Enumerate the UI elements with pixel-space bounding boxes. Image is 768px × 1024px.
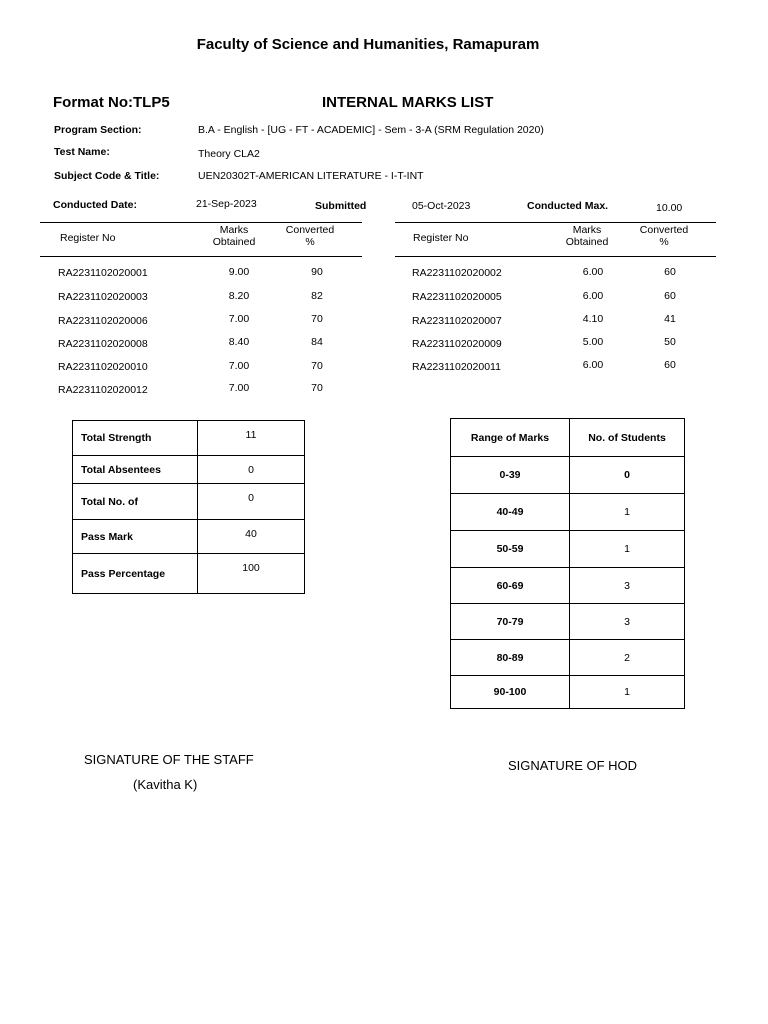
right-marks-header: [557, 224, 617, 248]
summary-label: Total Strength: [73, 421, 198, 456]
left-marks-header-line1: Marks: [219, 224, 249, 236]
summary-row-total-strength: [73, 421, 305, 456]
left-row-5-register: RA2231102020010: [58, 361, 148, 373]
range-row: [451, 568, 685, 604]
range-of-marks-table: [450, 418, 685, 709]
left-row-2-register: RA2231102020003: [58, 291, 148, 303]
faculty-heading: Faculty of Science and Humanities, Ramapuram: [196, 36, 540, 53]
range-count: 3: [570, 604, 685, 640]
left-row-1-register: RA2231102020001: [58, 267, 148, 279]
left-row-3-converted: 70: [311, 313, 323, 325]
left-row-4-converted: 84: [311, 336, 323, 348]
left-row-5-marks: 7.00: [228, 360, 250, 372]
left-row-2-marks: 8.20: [228, 290, 250, 302]
right-row-2-converted: 60: [664, 290, 676, 302]
left-converted-header-line2: %: [305, 236, 315, 248]
left-row-6-converted: 70: [311, 382, 323, 394]
summary-row-pass-percentage: [73, 554, 305, 594]
range-count: 1: [570, 494, 685, 531]
range-label: 0-39: [451, 457, 570, 494]
staff-name: (Kavitha K): [133, 777, 198, 792]
right-converted-header: [634, 224, 694, 248]
conducted-max-label: Conducted Max.: [527, 200, 609, 212]
left-row-1-marks: 9.00: [228, 266, 250, 278]
left-converted-header: [280, 224, 340, 248]
left-marks-header: [204, 224, 264, 248]
range-count: 0: [570, 457, 685, 494]
summary-row-pass-mark: [73, 520, 305, 554]
range-row: [451, 676, 685, 709]
hod-signature-label: SIGNATURE OF HOD: [508, 758, 638, 773]
right-row-4-register: RA2231102020009: [412, 338, 502, 350]
range-row: [451, 640, 685, 676]
left-marks-header-line2: Obtained: [212, 236, 256, 248]
format-number: Format No:TLP5: [53, 94, 170, 111]
left-row-1-converted: 90: [311, 266, 323, 278]
right-row-3-marks: 4.10: [582, 313, 604, 325]
summary-value: 40: [198, 520, 305, 554]
right-register-header: Register No: [413, 232, 469, 244]
students-count-header: No. of Students: [570, 419, 685, 457]
summary-label: Pass Mark: [73, 520, 198, 554]
left-row-2-converted: 82: [311, 290, 323, 302]
right-row-3-register: RA2231102020007: [412, 315, 502, 327]
range-row: [451, 604, 685, 640]
summary-label: Total Absentees: [73, 456, 198, 484]
range-label: 80-89: [451, 640, 570, 676]
test-name-value: Theory CLA2: [198, 148, 260, 160]
program-section-value: B.A - English - [UG - FT - ACADEMIC] - Sem - 3-A (SRM Regulation 2020): [198, 124, 544, 136]
range-row: [451, 531, 685, 568]
left-row-3-register: RA2231102020006: [58, 315, 148, 327]
right-marks-header-line2: Obtained: [565, 236, 609, 248]
right-table-header-rule: [395, 256, 716, 257]
right-marks-header-line1: Marks: [572, 224, 602, 236]
conducted-date-label: Conducted Date:: [53, 199, 137, 211]
page-title: INTERNAL MARKS LIST: [322, 94, 494, 111]
left-row-6-register: RA2231102020012: [58, 384, 148, 396]
right-row-4-converted: 50: [664, 336, 676, 348]
submitted-date-value: 05-Oct-2023: [412, 200, 471, 212]
range-table-header: [451, 419, 685, 457]
left-row-5-converted: 70: [311, 360, 323, 372]
right-row-3-converted: 41: [664, 313, 676, 325]
right-table-top-rule: [395, 222, 716, 223]
conducted-date-value: 21-Sep-2023: [196, 198, 257, 210]
range-row: [451, 457, 685, 494]
range-count: 1: [570, 531, 685, 568]
left-row-4-marks: 8.40: [228, 336, 250, 348]
summary-row-total-absentees: [73, 456, 305, 484]
range-label: 70-79: [451, 604, 570, 640]
left-table-header-rule: [40, 256, 362, 257]
right-row-5-converted: 60: [664, 359, 676, 371]
program-section-label: Program Section:: [54, 124, 142, 136]
left-row-4-register: RA2231102020008: [58, 338, 148, 350]
test-name-label: Test Name:: [54, 146, 110, 158]
summary-label: Pass Percentage: [73, 554, 198, 594]
summary-row-total-no-of: [73, 484, 305, 520]
right-converted-header-line1: Converted: [639, 224, 689, 236]
conducted-max-value: 10.00: [656, 202, 683, 214]
range-label: 50-59: [451, 531, 570, 568]
right-row-4-marks: 5.00: [582, 336, 604, 348]
subject-value: UEN20302T-AMERICAN LITERATURE - I-T-INT: [198, 170, 424, 182]
subject-label: Subject Code & Title:: [54, 170, 160, 182]
summary-value: 100: [198, 554, 305, 594]
range-count: 1: [570, 676, 685, 709]
right-row-5-marks: 6.00: [582, 359, 604, 371]
summary-value: 11: [198, 421, 305, 456]
summary-table: [72, 420, 305, 594]
summary-value: 0: [198, 456, 305, 484]
left-row-6-marks: 7.00: [228, 382, 250, 394]
range-label: 90-100: [451, 676, 570, 709]
right-row-5-register: RA2231102020011: [412, 361, 501, 373]
range-count: 2: [570, 640, 685, 676]
right-converted-header-line2: %: [659, 236, 669, 248]
staff-signature-label: SIGNATURE OF THE STAFF: [84, 752, 254, 767]
left-converted-header-line1: Converted: [285, 224, 335, 236]
right-row-2-marks: 6.00: [582, 290, 604, 302]
submitted-label: Submitted: [315, 200, 367, 212]
left-row-3-marks: 7.00: [228, 313, 250, 325]
summary-label: Total No. of: [73, 484, 198, 520]
right-row-1-converted: 60: [664, 266, 676, 278]
range-count: 3: [570, 568, 685, 604]
left-table-top-rule: [40, 222, 362, 223]
right-row-1-register: RA2231102020002: [412, 267, 502, 279]
range-row: [451, 494, 685, 531]
right-row-1-marks: 6.00: [582, 266, 604, 278]
range-label: 40-49: [451, 494, 570, 531]
right-row-2-register: RA2231102020005: [412, 291, 502, 303]
summary-value: 0: [198, 484, 305, 520]
left-register-header: Register No: [60, 232, 116, 244]
range-header: Range of Marks: [451, 419, 570, 457]
range-label: 60-69: [451, 568, 570, 604]
